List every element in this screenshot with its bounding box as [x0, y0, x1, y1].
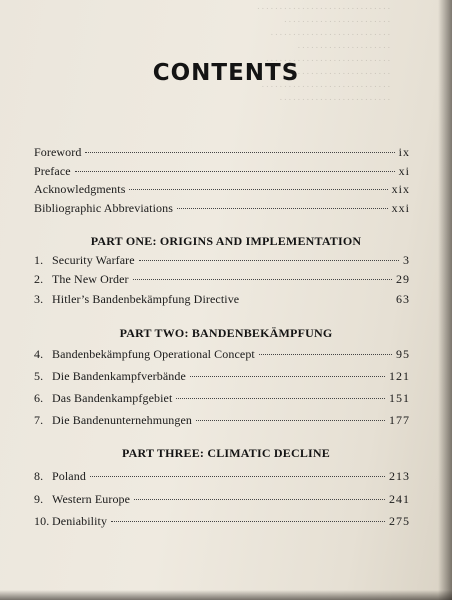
- dot-leader: [176, 398, 385, 399]
- toc-entry-preface: [34, 164, 410, 182]
- chapter-title: The New Order: [52, 272, 129, 286]
- dot-leader: [196, 420, 385, 421]
- chapter-page: 151: [389, 391, 410, 405]
- chapter-number: 5.: [34, 369, 44, 383]
- dot-leader: [111, 521, 385, 522]
- toc-chapter-10: [34, 514, 410, 532]
- toc-chapter-1: [34, 253, 410, 271]
- chapter-number: 4.: [34, 347, 44, 361]
- toc-entry-label: Preface: [34, 164, 71, 178]
- chapter-number: 2.: [34, 272, 44, 286]
- toc-chapter-8: [34, 469, 410, 487]
- chapter-number: 10.: [34, 514, 50, 528]
- toc-entry-foreword: [34, 145, 410, 163]
- toc-entry-page: xix: [391, 182, 410, 196]
- chapter-title: Hitler’s Bandenbekämpfung Directive: [52, 292, 240, 306]
- dot-leader: [190, 376, 385, 377]
- toc-entry-label: Foreword: [34, 145, 82, 159]
- chapter-number: 3.: [34, 292, 44, 306]
- chapter-page: 213: [389, 469, 410, 483]
- chapter-title: Die Bandenunternehmungen: [52, 413, 193, 427]
- part-one-header: PART ONE: ORIGINS AND IMPLEMENTATION: [90, 234, 362, 248]
- page-bottom-shadow: [0, 590, 452, 600]
- dot-leader: [129, 189, 387, 190]
- dot-leader: [134, 499, 385, 500]
- toc-entry-label: Acknowledgments: [34, 182, 126, 196]
- chapter-title: Das Bandenkampfgebiet: [52, 391, 173, 405]
- dot-leader: [85, 152, 394, 153]
- chapter-title: Western Europe: [52, 492, 131, 506]
- toc-chapter-7: [34, 413, 410, 431]
- chapter-number: 1.: [34, 253, 44, 267]
- toc-chapter-6: [34, 391, 410, 409]
- chapter-title: Poland: [52, 469, 86, 483]
- part-three-header: PART THREE: CLIMATIC DECLINE: [122, 446, 330, 460]
- chapter-number: 8.: [34, 469, 44, 483]
- chapter-page: 95: [396, 347, 410, 361]
- chapter-title: Die Bandenkampfverbände: [52, 369, 186, 383]
- dot-leader: [90, 476, 385, 477]
- chapter-page: 121: [389, 369, 410, 383]
- toc-entry-acknowledgments: [34, 182, 410, 200]
- dot-leader: [177, 208, 388, 209]
- page-edge-shadow: [438, 0, 452, 600]
- toc-chapter-5: [34, 369, 410, 387]
- toc-entry-page: xxi: [391, 201, 410, 215]
- chapter-page: 63: [396, 292, 410, 306]
- toc-chapter-4: [34, 347, 410, 365]
- dot-leader: [75, 171, 395, 172]
- chapter-page: 275: [389, 514, 410, 528]
- chapter-page: 3: [403, 253, 410, 267]
- page-title: CONTENTS: [152, 60, 300, 86]
- dot-leader: [259, 354, 392, 355]
- toc-chapter-3: [34, 292, 410, 310]
- chapter-number: 7.: [34, 413, 44, 427]
- chapter-title: Deniability: [52, 514, 108, 528]
- chapter-title: Bandenbekämpfung Operational Concept: [52, 347, 255, 361]
- chapter-title: Security Warfare: [52, 253, 135, 267]
- chapter-number: 6.: [34, 391, 44, 405]
- dot-leader: [139, 260, 399, 261]
- toc-chapter-9: [34, 492, 410, 510]
- chapter-page: 29: [396, 272, 410, 286]
- toc-chapter-2: [34, 272, 410, 290]
- chapter-page: 241: [389, 492, 410, 506]
- toc-entry-page: xi: [398, 164, 410, 178]
- toc-entry-page: ix: [398, 145, 410, 159]
- toc-entry-label: Bibliographic Abbreviations: [34, 201, 174, 215]
- chapter-number: 9.: [34, 492, 44, 506]
- toc-entry-bibliographic-abbreviations: [34, 201, 410, 219]
- dot-leader: [133, 279, 392, 280]
- chapter-page: 177: [389, 413, 410, 427]
- show-through-text: . . . . . . . . . . . . . . . . . . . . . . . . . . . . . . . . . . . . . . . . . . . . . . . . . . . . . . . . . . . . . . . . . . . . . . . . . . . . . . . . . . . . . . . . . . . . . . . . . . . . . . . . . . . . . . . . . . . . . . . . . . . . . . . . . . . . . . . . . . . . . . . . . . . . . . . . . . . . . . . . . . . . . . . . . . . . . . . . . . . . . . . . . . . . . . . . . . . . . . . . . . . . . .: [257, 1, 390, 102]
- part-two-header: PART TWO: BANDENBEKÄMPFUNG: [119, 326, 333, 340]
